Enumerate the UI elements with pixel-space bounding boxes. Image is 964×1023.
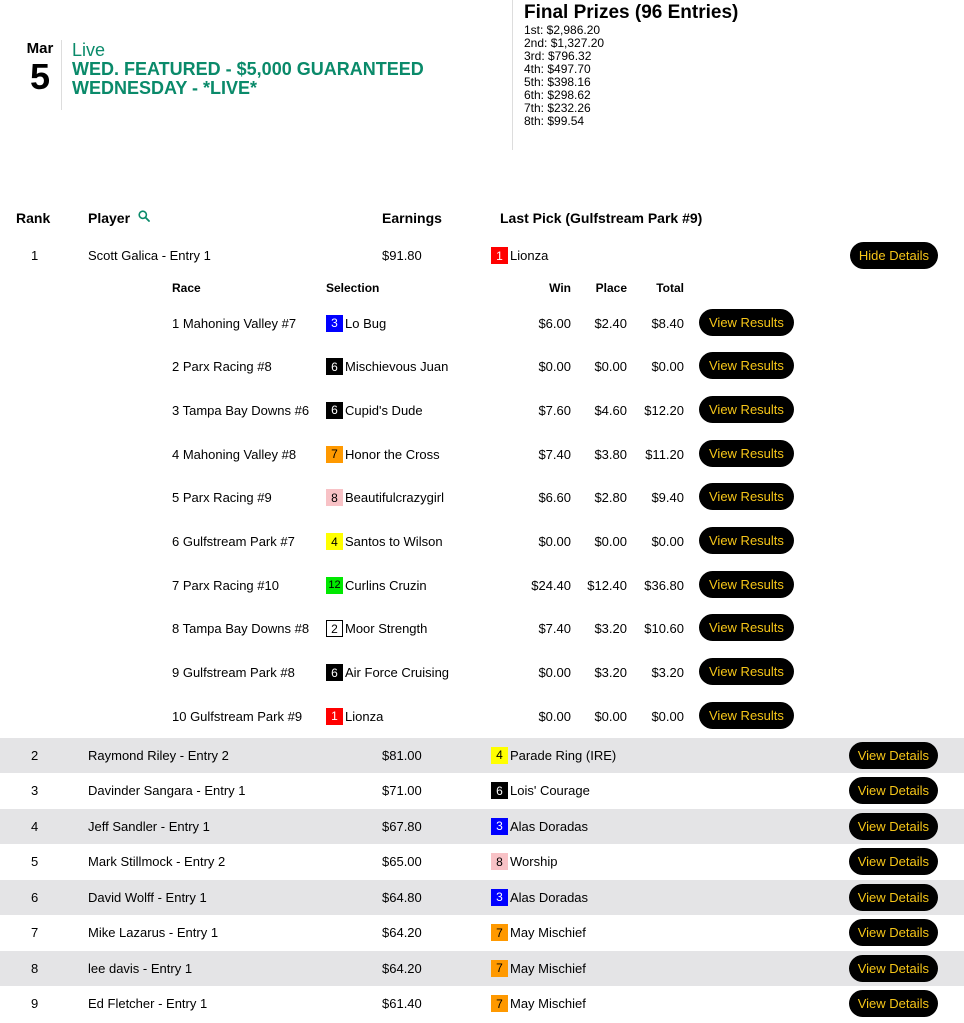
details-header-selection: Selection — [326, 280, 380, 295]
details-total: $0.00 — [651, 534, 684, 549]
program-number-badge: 7 — [491, 960, 508, 977]
details-total: $10.60 — [644, 621, 684, 637]
table-row — [0, 809, 964, 845]
selection-horse: Santos to Wilson — [345, 534, 443, 549]
view-results-button[interactable]: View Results — [699, 571, 794, 598]
search-icon[interactable] — [138, 209, 150, 225]
details-selection — [326, 489, 444, 506]
row-earnings: $64.20 — [382, 960, 422, 976]
prize-line: 8th: $99.54 — [524, 114, 585, 128]
details-row — [0, 694, 964, 738]
last-pick-horse: Parade Ring (IRE) — [510, 747, 617, 763]
details-win: $24.40 — [531, 577, 571, 593]
view-results-button[interactable]: View Results — [699, 702, 794, 729]
details-selection — [326, 664, 449, 681]
details-selection — [326, 533, 443, 550]
header-earnings: Earnings — [382, 210, 442, 226]
prize-line: 1st: $2,986.20 — [524, 23, 601, 37]
row-player: Raymond Riley - Entry 2 — [88, 747, 229, 763]
details-win: $0.00 — [538, 708, 571, 724]
selection-horse: Lo Bug — [345, 315, 387, 331]
row-rank: 9 — [31, 996, 39, 1011]
view-results-button[interactable]: View Results — [699, 658, 794, 685]
details-place: $12.40 — [587, 577, 627, 593]
details-race: 8 Tampa Bay Downs #8 — [172, 621, 310, 637]
program-number-badge: 6 — [326, 358, 343, 375]
program-number-badge: 1 — [326, 708, 343, 725]
row-rank: 8 — [31, 960, 39, 976]
prize-line: 2nd: $1,327.20 — [524, 36, 605, 50]
details-header-win: Win — [549, 280, 571, 295]
event-status: Live — [72, 40, 106, 60]
program-number-badge: 2 — [326, 620, 343, 637]
details-place: $0.00 — [594, 359, 627, 375]
row-rank: 7 — [31, 925, 39, 940]
details-total: $0.00 — [651, 708, 684, 724]
details-race: 5 Parx Racing #9 — [172, 490, 272, 506]
details-place: $0.00 — [594, 534, 627, 549]
event-day: 5 — [29, 56, 51, 97]
program-number-badge: 12 — [326, 577, 343, 594]
program-number-badge: 8 — [326, 489, 343, 506]
last-pick-horse: Lois' Courage — [510, 783, 590, 798]
last-pick-horse: Lionza — [510, 248, 549, 263]
header-last-pick: Last Pick (Gulfstream Park #9) — [500, 210, 703, 226]
details-win: $0.00 — [538, 534, 571, 549]
details-selection — [326, 620, 427, 637]
details-place: $3.80 — [594, 446, 627, 462]
details-row — [0, 563, 964, 607]
row-player: David Wolff - Entry 1 — [88, 889, 207, 905]
row-rank: 1 — [31, 248, 39, 263]
view-results-button[interactable]: View Results — [699, 396, 794, 423]
details-selection — [326, 315, 386, 332]
details-row — [0, 606, 964, 650]
selection-horse: Curlins Cruzin — [345, 577, 427, 593]
row-rank: 3 — [31, 783, 39, 798]
details-selection — [326, 577, 427, 594]
details-race: 10 Gulfstream Park #9 — [172, 708, 303, 724]
leaderboard-rows — [0, 238, 964, 1022]
view-results-button[interactable]: View Results — [699, 352, 794, 379]
row-rank: 4 — [31, 818, 39, 834]
contest-title: WED. FEATURED - $5,000 GUARANTEED WEDNESDAY - *LIVE* — [72, 59, 424, 98]
row-earnings: $81.00 — [382, 747, 422, 763]
row-last-pick — [491, 995, 586, 1012]
details-win: $6.00 — [538, 315, 571, 331]
view-details-button[interactable]: View Details — [849, 919, 938, 946]
row-player: Jeff Sandler - Entry 1 — [88, 818, 210, 834]
row-player: Scott Galica - Entry 1 — [88, 248, 211, 263]
details-selection — [326, 446, 440, 463]
selection-horse: Mischievous Juan — [345, 359, 449, 375]
program-number-badge: 3 — [326, 315, 343, 332]
details-row — [0, 475, 964, 519]
row-last-pick — [491, 960, 586, 977]
row-earnings: $67.80 — [382, 818, 422, 834]
event-date — [20, 40, 60, 95]
row-last-pick — [491, 247, 548, 264]
last-pick-horse: Alas Doradas — [510, 889, 589, 905]
program-number-badge: 6 — [326, 664, 343, 681]
details-race: 6 Gulfstream Park #7 — [172, 534, 295, 549]
details-total: $12.20 — [644, 402, 684, 418]
row-earnings: $71.00 — [382, 783, 422, 798]
details-selection — [326, 708, 383, 725]
prize-line: 6th: $298.62 — [524, 88, 591, 102]
details-total: $11.20 — [645, 446, 684, 462]
details-win: $7.60 — [538, 402, 571, 418]
prize-line: 3rd: $796.32 — [524, 49, 592, 63]
prizes-title: Final Prizes (96 Entries) — [524, 2, 739, 23]
row-last-pick — [491, 782, 590, 799]
row-last-pick — [491, 853, 557, 870]
row-last-pick — [491, 889, 588, 906]
details-win: $6.60 — [538, 490, 571, 506]
row-player: Ed Fletcher - Entry 1 — [88, 996, 208, 1011]
view-details-button[interactable]: View Details — [849, 848, 938, 875]
row-player: Davinder Sangara - Entry 1 — [88, 783, 246, 798]
table-row — [0, 880, 964, 916]
program-number-badge: 6 — [326, 402, 343, 419]
last-pick-horse: May Mischief — [510, 996, 586, 1011]
details-selection — [326, 402, 423, 419]
program-number-badge: 7 — [491, 995, 508, 1012]
program-number-badge: 3 — [491, 889, 508, 906]
program-number-badge: 4 — [326, 533, 343, 550]
details-total: $3.20 — [651, 665, 684, 681]
event-month: Mar — [26, 40, 54, 57]
details-row — [0, 432, 964, 476]
last-pick-horse: May Mischief — [510, 960, 586, 976]
details-win: $7.40 — [538, 621, 571, 637]
view-details-button[interactable]: View Details — [849, 884, 938, 911]
contest-header — [0, 0, 964, 160]
program-number-badge: 3 — [491, 818, 508, 835]
view-details-button[interactable]: View Details — [849, 990, 938, 1017]
header-rank: Rank — [16, 210, 51, 226]
view-results-button[interactable]: View Results — [699, 483, 794, 510]
selection-horse: Moor Strength — [345, 621, 428, 637]
table-row — [0, 844, 964, 880]
entry-details — [0, 274, 964, 738]
prize-line: 5th: $398.16 — [524, 75, 591, 89]
row-last-pick — [491, 747, 616, 764]
selection-horse: Cupid's Dude — [345, 402, 423, 418]
details-race: 1 Mahoning Valley #7 — [172, 315, 297, 331]
header-player-label: Player — [88, 210, 131, 226]
selection-horse: Beautifulcrazygirl — [345, 490, 444, 506]
details-total: $9.40 — [651, 490, 684, 506]
details-win: $7.40 — [538, 446, 571, 462]
details-total: $0.00 — [651, 359, 684, 375]
details-win: $0.00 — [538, 665, 571, 681]
row-player: lee davis - Entry 1 — [88, 960, 193, 976]
view-details-button[interactable]: View Details — [849, 955, 938, 982]
details-selection — [326, 358, 448, 375]
selection-horse: Lionza — [345, 708, 384, 724]
details-place: $2.40 — [594, 315, 627, 331]
row-rank: 6 — [31, 889, 39, 905]
details-header-race: Race — [172, 280, 201, 295]
row-player: Mark Stillmock - Entry 2 — [88, 854, 226, 869]
program-number-badge: 4 — [491, 747, 508, 764]
view-results-button[interactable]: View Results — [699, 309, 794, 336]
prize-line: 7th: $232.26 — [524, 101, 591, 115]
program-number-badge: 6 — [491, 782, 508, 799]
details-race: 3 Tampa Bay Downs #6 — [172, 402, 310, 418]
row-earnings: $64.20 — [382, 925, 422, 940]
row-earnings: $91.80 — [382, 248, 422, 263]
details-place: $4.60 — [594, 402, 627, 418]
program-number-badge: 1 — [491, 247, 508, 264]
details-place: $0.00 — [594, 708, 627, 724]
details-place: $2.80 — [594, 490, 627, 506]
details-row — [0, 301, 964, 345]
final-prizes — [512, 0, 738, 150]
view-results-button[interactable]: View Results — [699, 614, 794, 641]
details-row — [0, 388, 964, 432]
row-earnings: $61.40 — [382, 996, 422, 1011]
details-place: $3.20 — [594, 665, 627, 681]
header-player — [88, 210, 150, 226]
row-earnings: $65.00 — [382, 854, 422, 869]
hide-details-button[interactable]: Hide Details — [850, 242, 938, 269]
row-player: Mike Lazarus - Entry 1 — [88, 925, 219, 940]
table-header — [0, 200, 964, 238]
table-row — [0, 738, 964, 774]
program-number-badge: 8 — [491, 853, 508, 870]
leaderboard-table — [0, 200, 964, 1022]
last-pick-horse: Alas Doradas — [510, 818, 589, 834]
row-last-pick — [491, 818, 588, 835]
table-row — [0, 773, 964, 809]
selection-horse: Air Force Cruising — [345, 665, 450, 681]
event-title-block — [61, 40, 472, 110]
view-details-button[interactable]: View Details — [849, 813, 938, 840]
details-win: $0.00 — [538, 359, 571, 375]
details-header-place: Place — [595, 280, 627, 295]
details-race: 7 Parx Racing #10 — [172, 577, 279, 593]
view-details-button[interactable]: View Details — [849, 777, 938, 804]
table-row — [0, 238, 964, 274]
selection-horse: Honor the Cross — [345, 446, 440, 462]
prize-line: 4th: $497.70 — [524, 62, 591, 76]
details-race: 9 Gulfstream Park #8 — [172, 665, 295, 681]
table-row — [0, 951, 964, 987]
table-row — [0, 915, 964, 951]
details-row — [0, 344, 964, 388]
details-row — [0, 650, 964, 694]
program-number-badge: 7 — [491, 924, 508, 941]
details-place: $3.20 — [594, 621, 627, 637]
row-earnings: $64.80 — [382, 889, 422, 905]
view-details-button[interactable]: View Details — [849, 742, 938, 769]
details-total: $36.80 — [644, 577, 684, 593]
details-race: 4 Mahoning Valley #8 — [172, 446, 297, 462]
details-race: 2 Parx Racing #8 — [172, 359, 272, 375]
last-pick-horse: Worship — [510, 854, 558, 869]
row-rank: 2 — [31, 747, 39, 763]
details-row — [0, 519, 964, 563]
row-last-pick — [491, 924, 586, 941]
row-rank: 5 — [31, 854, 39, 869]
details-total: $8.40 — [651, 315, 684, 331]
table-row — [0, 986, 964, 1022]
view-results-button[interactable]: View Results — [699, 527, 794, 554]
details-header-total: Total — [656, 280, 684, 295]
program-number-badge: 7 — [326, 446, 343, 463]
view-results-button[interactable]: View Results — [699, 440, 794, 467]
last-pick-horse: May Mischief — [510, 925, 586, 940]
